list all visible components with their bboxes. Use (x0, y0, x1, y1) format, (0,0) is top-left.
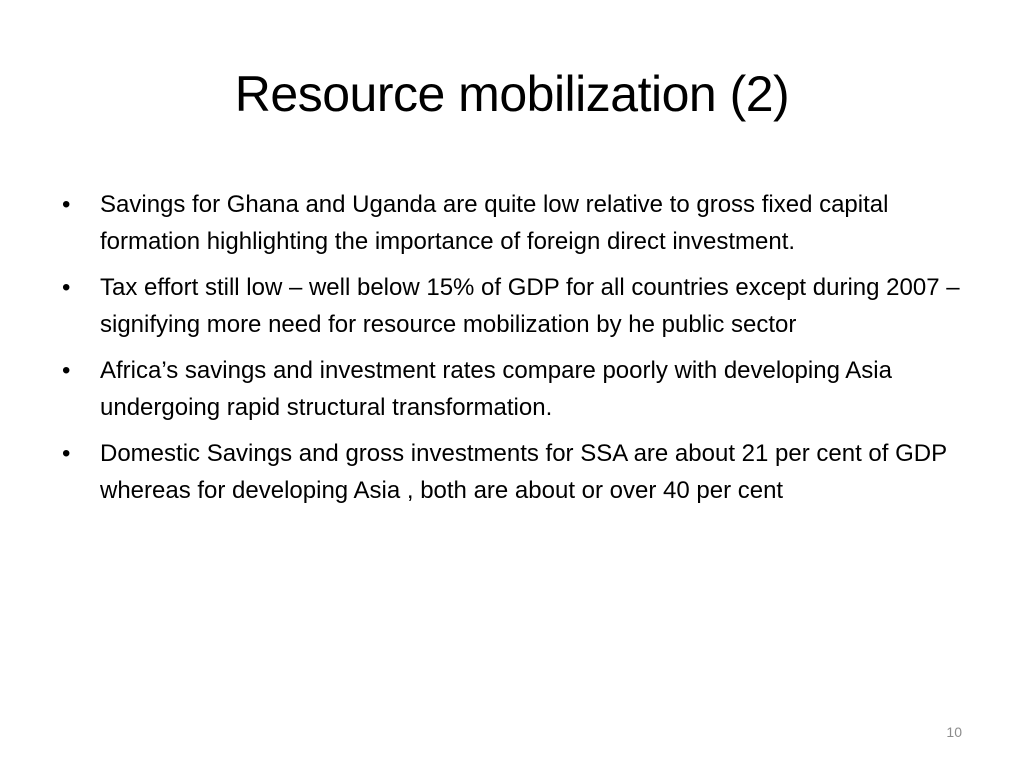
bullet-list (62, 186, 962, 518)
bullet-marker: • (62, 440, 71, 467)
bullet-text: Domestic Savings and gross investments for SSA are about 21 per cent of GDP whereas for developing Asia , both are about or over 40 per cent (100, 440, 947, 504)
slide-title: Resource mobilization (2) (234, 66, 790, 122)
bullet-text: Tax effort still low – well below 15% of GDP for all countries except during 2007 – signifying more need for resource mobilization by he public sector (100, 274, 960, 338)
bullet-item (62, 269, 962, 343)
bullet-item (62, 352, 962, 426)
bullet-marker: • (62, 191, 71, 218)
bullet-text: Savings for Ghana and Uganda are quite low relative to gross fixed capital formation highlighting the importance of foreign direct investment. (100, 191, 889, 255)
bullet-marker: • (62, 357, 71, 384)
bullet-text: Africa’s savings and investment rates compare poorly with developing Asia undergoing rapid structural transformation. (100, 357, 892, 421)
bullet-item (62, 435, 962, 509)
bullet-item (62, 186, 962, 260)
page-number: 10 (946, 724, 962, 740)
bullet-marker: • (62, 274, 71, 301)
